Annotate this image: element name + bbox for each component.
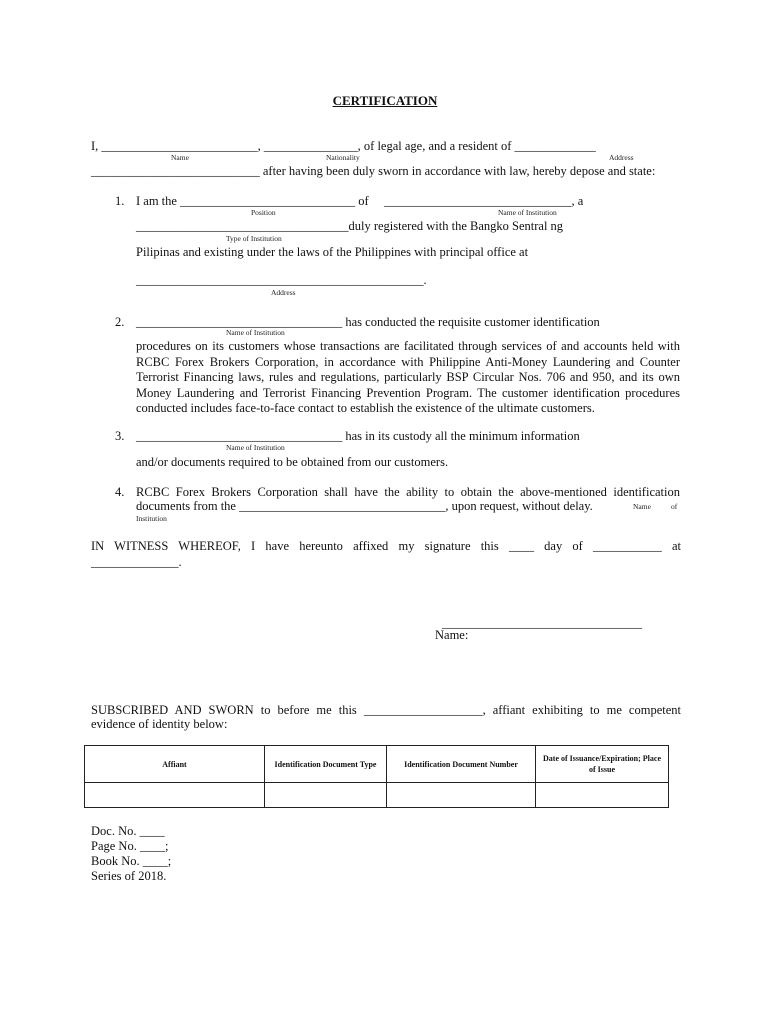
item-2-line-1: _________________________________ has conducted the requisite customer identification — [136, 315, 600, 329]
item-1-line-3: Pilipinas and existing under the laws of the Philippines with principal office at — [136, 245, 529, 259]
page-no: Page No. ____; — [91, 839, 169, 853]
table-cell — [536, 783, 669, 808]
item-2-para-line: procedures on its customers whose transactions are facilitated through services of and accounts held with — [136, 339, 680, 353]
intro-line-1: I, _________________________, _______________, of legal age, and a resident of _____________ — [91, 139, 596, 153]
item-1-line-1a: I am the ____________________________ of — [136, 194, 369, 208]
subscribed-line-2: evidence of identity below: — [91, 717, 228, 731]
item-4-label-name: Name — [633, 502, 651, 511]
item-1-line-2: __________________________________duly registered with the Bangko Sentral ng — [136, 219, 564, 233]
item-1-number: 1. — [115, 194, 125, 208]
witness-line-2: ______________. — [91, 555, 182, 569]
item-4-number: 4. — [115, 485, 125, 499]
item-1-label-position: Position — [251, 208, 276, 217]
item-2-para-line: Money Laundering and Terrorist Financing Prevention Program. The customer identification procedures — [136, 385, 680, 400]
series: Series of 2018. — [91, 869, 167, 883]
item-1-line-1b: ______________________________, a — [384, 194, 584, 208]
book-no: Book No. ____; — [91, 854, 172, 868]
item-4-label-institution: Institution — [136, 514, 167, 523]
item-2-label-institution: Name of Institution — [226, 328, 285, 337]
item-2-para-line: Terrorist Financing laws, rules and regulations, particularly BSP Circular Nos. 706 and 950, and its own — [136, 370, 680, 384]
item-2-para-line: conducted includes face-to-face contact to establish the existence of the ultimate customers. — [136, 401, 595, 415]
item-3-number: 3. — [115, 429, 125, 443]
item-1-label-address: Address — [271, 288, 296, 297]
header-id-number: Identification Document Number — [387, 746, 536, 783]
header-issuance: Date of Issuance/Expiration; Place of Issue — [536, 746, 669, 783]
item-1-label-institution: Name of Institution — [498, 208, 557, 217]
item-4-label-of: of — [671, 502, 678, 511]
item-3-label-institution: Name of Institution — [226, 443, 285, 452]
witness-line-1: IN WITNESS WHEREOF, I have hereunto affixed my signature this ____ day of ___________ at — [91, 539, 681, 553]
table-cell — [265, 783, 387, 808]
signature-name-label: Name: — [435, 628, 469, 642]
document-title — [0, 93, 770, 109]
table-header-row — [85, 746, 669, 783]
doc-no: Doc. No. ____ — [91, 824, 165, 838]
header-affiant: Affiant — [85, 746, 265, 783]
item-2-para-line: RCBC Forex Brokers Corporation, in accordance with Philippine Anti-Money Laundering and Counter — [136, 354, 680, 369]
item-4-line-1: RCBC Forex Brokers Corporation shall have the ability to obtain the above-mentioned identification — [136, 485, 680, 499]
item-1-line-4: ______________________________________________. — [136, 273, 427, 287]
identification-table — [84, 745, 669, 808]
table-row — [85, 783, 669, 808]
intro-label-address: Address — [609, 153, 634, 162]
item-2-number: 2. — [115, 315, 125, 329]
intro-line-2: ___________________________ after having been duly sworn in accordance with law, hereby depose and state: — [91, 164, 656, 178]
item-3-line-2: and/or documents required to be obtained from our customers. — [136, 455, 449, 469]
document-title-text: CERTIFICATION — [332, 93, 438, 108]
item-2-paragraph — [136, 339, 680, 417]
subscribed-line-1: SUBSCRIBED AND SWORN to before me this ___________________, affiant exhibiting to me competent — [91, 703, 681, 717]
notary-block — [91, 824, 171, 884]
intro-label-nationality: Nationality — [326, 153, 360, 162]
table-cell — [387, 783, 536, 808]
item-3-line-1: _________________________________ has in its custody all the minimum information — [136, 429, 580, 443]
header-id-type: Identification Document Type — [265, 746, 387, 783]
signature-line: ________________________________ — [442, 616, 642, 630]
item-1-label-type: Type of Institution — [226, 234, 282, 243]
table-cell — [85, 783, 265, 808]
intro-label-name: Name — [171, 153, 189, 162]
item-4-line-2: documents from the _________________________________, upon request, without delay. — [136, 499, 593, 513]
